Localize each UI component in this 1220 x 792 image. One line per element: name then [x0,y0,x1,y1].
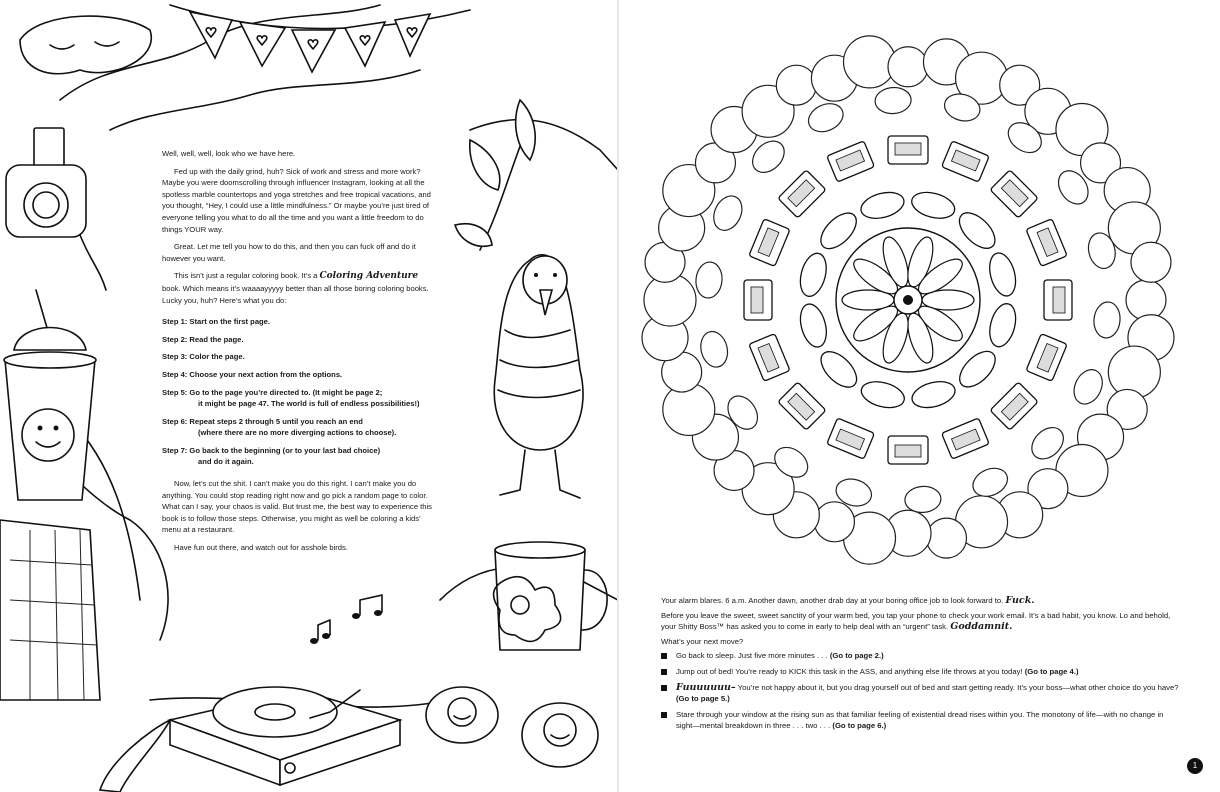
outro-paragraph-1: Now, let’s cut the shit. I can’t make you do this right. I can’t make you do anything. You could stop reading right now and go pick a random page to color. What can I say, your chaos is valid. But trust me, the best way to experience this book is to follow those steps. Otherwise, you might as well be coloring a kids’ menu at a restaurant. [162,479,432,535]
basket-drawing [0,520,100,700]
choice-1-goto: (Go to page 2.) [829,651,884,661]
cloud-puff [1131,242,1171,282]
sleep-mask-shape [909,188,958,223]
sheep-shape [1092,301,1121,339]
choice-3-goto: (Go to page 5.) [676,694,730,704]
step-3-line: Step 3: Color the page. [162,352,245,362]
choice-option[interactable] [661,666,1181,678]
square-bullet-icon [661,669,667,675]
music-notes-drawing [310,595,382,644]
choice-2-goto: (Go to page 4.) [1024,666,1079,676]
sleep-mask-shape [953,345,1001,393]
step-7-cont: and do it again. [198,457,254,467]
sheep-shape [1069,365,1108,409]
sleep-mask-shape [796,250,831,299]
intro-paragraph-3 [162,270,434,306]
clock-display-shape [1053,287,1065,313]
square-bullet-icon [661,685,667,691]
sleep-mask-shape [985,250,1020,299]
banana-drawing [100,720,170,792]
choice-4-goto: (Go to page 6.) [832,721,887,731]
sleep-mask-shape [815,345,863,393]
choice-1-text: Go back to sleep. Just five more minutes . . . [676,651,830,661]
context-paragraph [661,610,1181,633]
intro-paragraph-2: Great. Let me tell you how to do this, and then you can fuck off and do it however you want. [162,242,416,263]
step-6-cont: (where there are no more diverging actions to choose). [198,428,397,438]
sheep-shape [804,98,848,136]
cloud-puff [776,65,816,105]
step-6-line: Step 6: Repeat steps 2 through 5 until you reach an end [162,416,363,426]
alarm-emphasis: Fuck. [1005,595,1035,606]
step-5-line: Step 5: Go to the page you’re directed to. (It might be page 2; [162,387,383,397]
page-number-badge: 1 [1187,758,1203,774]
cloud-puff [888,47,928,87]
choice-4-text: Stare through your window at the rising sun as that familiar feeling of existential dread rises within you. The monotony of life—with no change in sight—mental breakdown in three . . . two . . . [676,709,1164,731]
sleep-mask-drawing [20,16,151,74]
step-7-line: Step 7: Go back to the beginning (or to your last bad choice) [162,445,381,455]
step-item [162,387,434,410]
sleep-mask-shape [953,207,1001,255]
choice-3-emphasis: Fuuuuuuu– [676,681,736,693]
steps-list [162,316,434,468]
coloring-adventure-title: Coloring Adventure [319,271,419,282]
slippers-drawing [426,687,598,767]
mandala-drawing [642,36,1174,564]
sheep-shape [904,485,942,514]
center-dot [903,295,913,305]
alarm-paragraph [661,595,1181,607]
choice-option[interactable] [661,682,1181,705]
next-move-question: What’s your next move? [661,636,744,646]
intro-text [162,148,434,560]
record-player-drawing [170,687,400,785]
sleep-mask-shape [815,207,863,255]
cloud-puff [814,502,854,542]
cloud-puff [926,518,966,558]
mug-drawing [494,542,608,650]
step-5-cont: it might be page 47. The world is full of endless possibilities!) [198,399,420,409]
smoothie-cup-drawing [4,290,96,500]
step-4-line: Step 4: Choose your next action from the options. [162,369,343,379]
story-text [661,595,1181,736]
right-page [618,0,1220,792]
context-emphasis: Goddamnit. [950,621,1013,633]
step-item [162,316,434,328]
clock-display-shape [895,445,921,457]
sheep-shape [697,329,731,370]
choice-3-text: You’re not happy about it, but you drag yourself out of bed and start getting ready. It’s your boss—what other choice do you have? [735,682,1179,692]
step-item [162,416,434,439]
sleep-mask-shape [858,188,907,223]
square-bullet-icon [661,653,667,659]
step-item [162,445,434,468]
sleep-mask-shape [858,377,907,412]
step-item [162,369,434,381]
outro-paragraph-2: Have fun out there, and watch out for asshole birds. [174,543,348,553]
step-2-line: Step 2: Read the page. [162,334,244,344]
cloud-puff [844,36,896,88]
choice-option[interactable] [661,709,1181,732]
instant-camera-drawing [6,128,106,290]
clock-display-shape [751,287,763,313]
intro-paragraph-1: Fed up with the daily grind, huh? Sick of work and stress and more work? Maybe you were doomscrolling through influencer Instagram, looking at all the spotless marble countertops and yoga stretches and free tropical vacations, and you thought, “Hey, I could use a little mindfulness.” Or maybe you’re just tired of everyone telling you what to do all the time and you want a little freedom to do things YOUR way. [162,166,431,234]
intro-greeting: Well, well, well, look who we have here. [162,149,296,158]
sleep-mask-shape [909,377,958,412]
square-bullet-icon [661,712,667,718]
intro-p3-before: This isn’t just a regular coloring book. It’s a [174,271,320,281]
step-item [162,334,434,346]
intro-p3-after: book. Which means it’s waaaayyyyy better than all those boring coloring books. Lucky you, huh? Here’s what you do: [162,283,429,305]
sheep-shape [694,261,723,299]
cloud-puff [1126,280,1166,320]
context-text: Before you leave the sweet, sweet sanctity of your warm bed, you tap your phone to check your work email. It’s a bad habit, you know. Lo and behold, your Shitty Boss™ has asked you to come in early to help deal with an “urgent” task. [661,610,1171,632]
sheep-shape [874,86,912,115]
sleep-mask-shape [985,301,1020,350]
clock-display-shape [895,143,921,155]
choice-2-text: Jump out of bed! You’re ready to KICK this task in the ASS, and anything else life throws at you today! [676,666,1025,676]
sleep-mask-shape [796,301,831,350]
alarm-text: Your alarm blares. 6 a.m. Another dawn, another drab day at your boring office job to look forward to. [661,596,1006,605]
step-1-line: Step 1: Start on the first page. [162,317,271,327]
choice-option[interactable] [661,650,1181,662]
sheep-shape [968,463,1012,501]
seagull-drawing [494,255,583,498]
step-item [162,351,434,363]
